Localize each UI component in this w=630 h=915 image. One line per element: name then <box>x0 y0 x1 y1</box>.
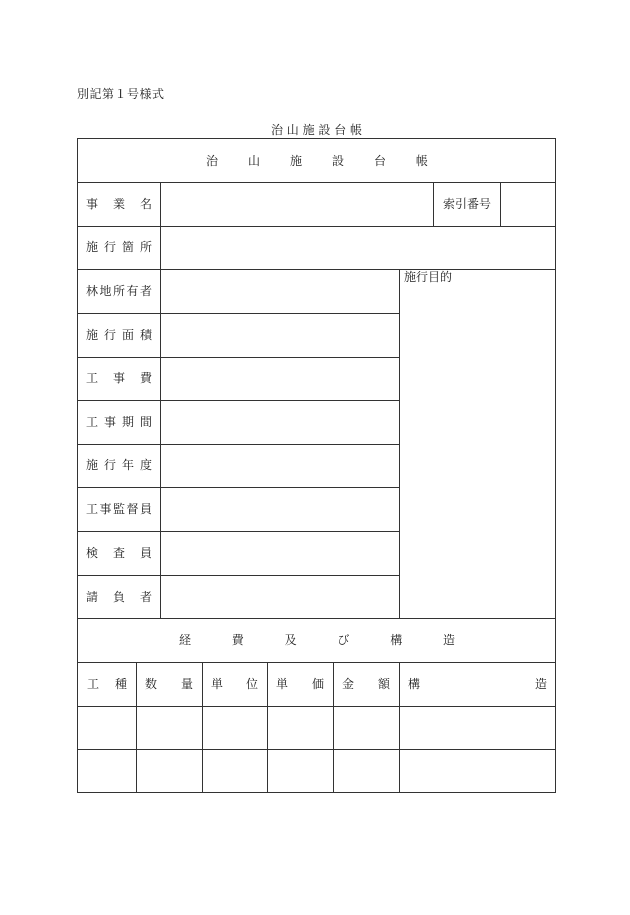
construction-year-field[interactable] <box>161 445 399 487</box>
table-cell[interactable] <box>203 750 267 792</box>
inspector-label: 検 査 員 <box>86 546 152 560</box>
table-cell[interactable] <box>400 750 555 792</box>
document-title: 治 山 施 設 台 帳 <box>270 123 363 137</box>
column-unit: 単 位 <box>211 677 258 691</box>
column-work-type: 工 種 <box>87 677 127 691</box>
purpose-label: 施行目的 <box>404 270 453 284</box>
table-cell[interactable] <box>268 750 333 792</box>
location-label: 施 行 箇 所 <box>86 240 152 254</box>
table-cell[interactable] <box>137 750 202 792</box>
column-quantity: 数 量 <box>145 677 193 691</box>
column-structure: 構 造 <box>408 677 547 691</box>
construction-period-field[interactable] <box>161 401 399 444</box>
divider <box>433 182 434 226</box>
construction-cost-field[interactable] <box>161 358 399 400</box>
table-cell[interactable] <box>78 750 136 792</box>
index-number-field[interactable] <box>501 183 555 226</box>
cost-section-title: 経 費 及 び 構 造 <box>179 633 455 647</box>
construction-period-label: 工 事 期 間 <box>86 415 152 429</box>
construction-area-field[interactable] <box>161 314 399 357</box>
inspector-field[interactable] <box>161 532 399 575</box>
divider <box>77 662 556 663</box>
table-cell[interactable] <box>78 707 136 749</box>
business-name-field[interactable] <box>161 183 433 226</box>
contractor-label: 請 負 者 <box>86 590 152 604</box>
supervisor-field[interactable] <box>161 488 399 531</box>
supervisor-label: 工 事 監 督 員 <box>86 502 152 516</box>
table-cell[interactable] <box>268 707 333 749</box>
table-cell[interactable] <box>334 707 399 749</box>
location-field[interactable] <box>161 227 555 269</box>
divider <box>77 618 556 619</box>
construction-area-label: 施 行 面 積 <box>86 328 152 342</box>
form-code: 別記第１号様式 <box>77 87 165 101</box>
forest-owner-label: 林 地 所 有 者 <box>86 284 152 298</box>
construction-year-label: 施 行 年 度 <box>86 458 152 472</box>
construction-cost-label: 工 事 費 <box>86 371 152 385</box>
column-amount: 金 額 <box>342 677 390 691</box>
purpose-field[interactable] <box>400 286 555 618</box>
table-cell[interactable] <box>400 707 555 749</box>
contractor-field[interactable] <box>161 576 399 618</box>
table-cell[interactable] <box>334 750 399 792</box>
forest-owner-field[interactable] <box>161 270 399 313</box>
business-name-label: 事 業 名 <box>86 197 152 211</box>
form-header-title: 治 山 施 設 台 帳 <box>206 154 428 168</box>
column-unit-price: 単 価 <box>276 677 324 691</box>
index-number-label: 索引番号 <box>443 197 492 211</box>
table-cell[interactable] <box>137 707 202 749</box>
table-cell[interactable] <box>203 707 267 749</box>
